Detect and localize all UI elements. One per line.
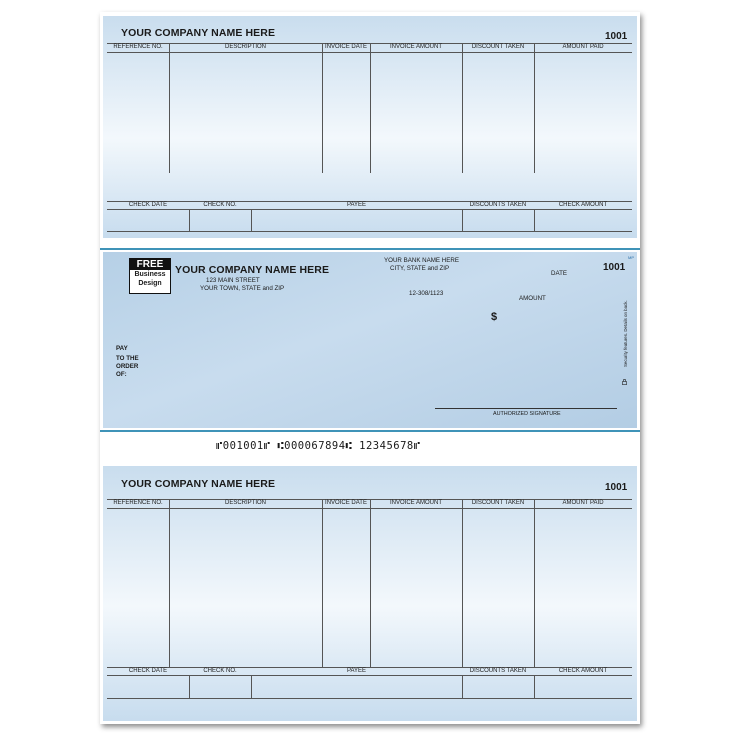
footer-divider (189, 209, 190, 231)
bank-name: YOUR BANK NAME HERE (384, 257, 459, 264)
stub-company-name: YOUR COMPANY NAME HERE (121, 27, 276, 39)
date-label: DATE (551, 270, 568, 277)
mp-mark: MP (628, 255, 634, 260)
column-header-discount-taken: DISCOUNT TAKEN (471, 44, 525, 50)
footer-header-check-date: CHECK DATE (128, 202, 168, 208)
footer-divider (189, 675, 190, 698)
footer-header-check-date: CHECK DATE (128, 668, 168, 674)
column-header-reference: REFERENCE NO. (113, 44, 163, 50)
authorized-signature-label: AUTHORIZED SIGNATURE (493, 411, 561, 417)
column-divider (462, 499, 463, 667)
footer-header-check-amount: CHECK AMOUNT (558, 668, 608, 674)
footer-divider (534, 209, 535, 231)
column-header-discount-taken: DISCOUNT TAKEN (471, 500, 525, 506)
cheque-check-number: 1001 (603, 262, 626, 273)
footer-divider (462, 675, 463, 698)
footer-divider (462, 209, 463, 231)
column-header-amount-paid: AMOUNT PAID (562, 44, 604, 50)
padlock-icon (622, 372, 627, 378)
cheque-body: FREE Business Design YOUR COMPANY NAME HERE 123 MAIN STREET YOUR TOWN, STATE and ZIP YOUR BANK NAME HERE CITY, STATE and ZIP 12-308/1123 1001 MP DATE AMOUNT $ PAY TO THE ORDER OF: AUTHORIZED SIGNATURE Security features. Details on back. (103, 252, 637, 428)
logo-business-text: Business (134, 271, 166, 278)
top-voucher-stub (103, 16, 637, 238)
column-header-description: DESCRIPTION (224, 44, 266, 50)
routing-fraction: 12-308/1123 (409, 290, 444, 297)
column-header-invoice-amount: INVOICE AMOUNT (389, 44, 442, 50)
column-divider (534, 43, 535, 173)
stub-check-number: 1001 (605, 482, 628, 493)
footer-header-check-amount: CHECK AMOUNT (558, 202, 608, 208)
footer-header-check-no: CHECK NO. (203, 668, 237, 674)
column-header-invoice-amount: INVOICE AMOUNT (389, 500, 442, 506)
column-header-amount-paid: AMOUNT PAID (562, 500, 604, 506)
stub-company-name: YOUR COMPANY NAME HERE (121, 478, 276, 490)
stub-check-number: 1001 (605, 31, 628, 42)
column-divider (370, 499, 371, 667)
dollar-sign: $ (491, 311, 498, 323)
footer-divider (251, 675, 252, 698)
footer-header-discounts-taken: DISCOUNTS TAKEN (469, 668, 527, 674)
column-divider (534, 499, 535, 667)
column-divider (370, 43, 371, 173)
footer-header-payee: PAYEE (346, 668, 367, 674)
column-divider (169, 499, 170, 667)
micr-line: ⑈001001⑈ ⑆000067894⑆ 12345678⑈ (216, 440, 421, 452)
stub-footer-mid-rule (107, 675, 632, 676)
pay-label: PAY (116, 345, 128, 352)
company-address-line1: 123 MAIN STREET (206, 277, 260, 284)
column-header-description: DESCRIPTION (224, 500, 266, 506)
signature-line (435, 408, 617, 409)
stub-footer-bottom-rule (107, 231, 632, 232)
footer-divider (251, 209, 252, 231)
column-divider (322, 499, 323, 667)
bank-city-state-zip: CITY, STATE and ZIP (390, 265, 450, 272)
to-the-label: TO THE (116, 355, 139, 362)
cheque-bottom-rule (100, 430, 640, 432)
free-business-design-logo (129, 258, 171, 294)
column-header-invoice-date: INVOICE DATE (325, 500, 367, 506)
bottom-voucher-stub (103, 466, 637, 721)
column-divider (462, 43, 463, 173)
logo-design-text: Design (138, 280, 162, 287)
stub-footer-bottom-rule (107, 698, 632, 699)
check-sheet (100, 12, 640, 724)
amount-label: AMOUNT (519, 295, 546, 302)
footer-divider (534, 675, 535, 698)
footer-header-payee: PAYEE (346, 202, 367, 208)
column-divider (322, 43, 323, 173)
order-label: ORDER (116, 363, 139, 370)
column-header-reference: REFERENCE NO. (113, 500, 163, 506)
column-header-invoice-date: INVOICE DATE (325, 44, 367, 50)
footer-header-check-no: CHECK NO. (203, 202, 237, 208)
company-address-line2: YOUR TOWN, STATE and ZIP (200, 285, 285, 292)
cheque-top-rule (100, 248, 640, 250)
footer-header-discounts-taken: DISCOUNTS TAKEN (469, 202, 527, 208)
cheque-company-name: YOUR COMPANY NAME HERE (175, 264, 330, 276)
stub-footer-mid-rule (107, 209, 632, 210)
column-divider (169, 43, 170, 173)
logo-free-text: FREE (130, 259, 170, 270)
of-label: OF: (116, 371, 127, 378)
